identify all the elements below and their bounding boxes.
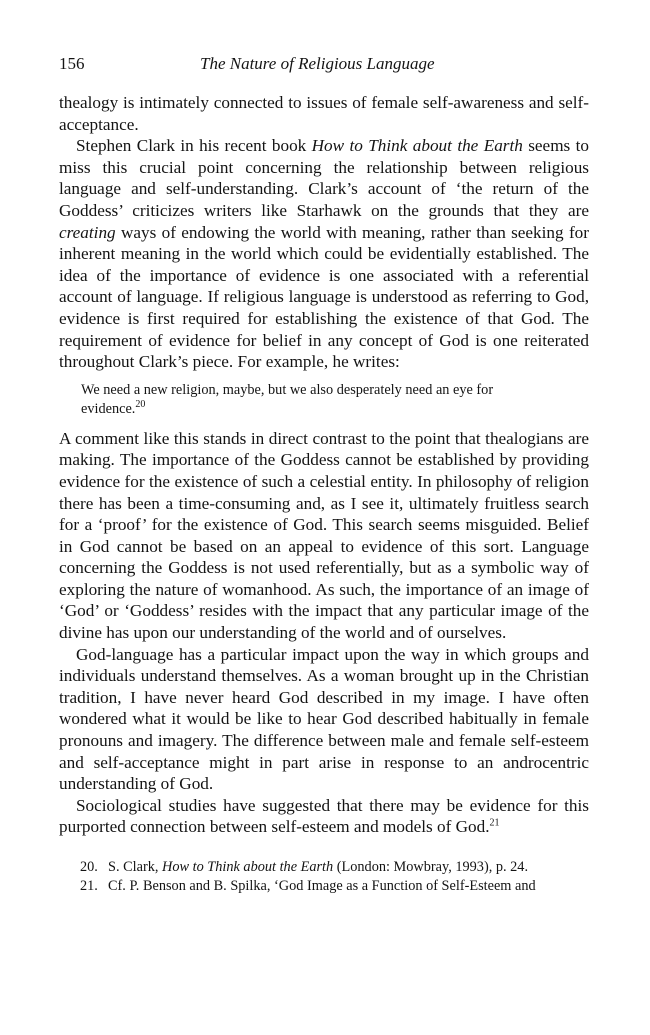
block-quote [81,381,551,420]
paragraph-clark [59,135,589,373]
note-reference[interactable]: 20 [135,399,146,411]
book-page [59,52,589,896]
paragraph-god-language: God-language has a particular impact upon the way in which groups and individuals understand themselves. As a woman brought up in the Christian tradition, I have never heard God described in my image. I have often wondered what it would be like to hear God described habitually in female pronouns and imagery. The difference between male and female self-esteem and self-acceptance might in part arise in response to an androcentric understanding of God. [59,644,589,794]
page-number: 156 [59,54,85,73]
footnote-text: S. Clark, [108,859,163,875]
footnote-text: (London: Mowbray, 1993), p. 24. [333,859,529,875]
emphasis-italic: creating [59,222,116,242]
book-title-italic: How to Think about the Earth [311,136,523,156]
paragraph-thealogians: A comment like this stands in direct contrast to the point that thealogians are making. The importance of the Goddess cannot be established by providing evidence for the existence of such a celestial entity. In philosophy of religion there has been a time-consuming and, as I see it, ultimately fruitless search for a ‘proof’ for the existence of God. This search seems misguided. Belief in God cannot be based on an appeal to evidence of this sort. Language concerning the Goddess is not used referentially, but as a symbolic way of exploring the nature of womanhood. As such, the importance of an image of ‘God’ or ‘Goddess’ resides with the impact that any particular image of the divine has upon our understanding of the world and of ourselves. [59,428,589,643]
body-text [59,92,589,838]
paragraph-text: ways of endowing the world with meaning, rather than seeking for inherent meaning in the world which could be evidentially established. The idea of the importance of evidence is one associated with a referential account of language. If religious language is understood as referring to God, evidence is first required for establishing the existence of that God. The requirement of evidence for belief in any concept of God is one reiterated throughout Clark’s piece. For example, he writes: [59,222,589,372]
paragraph-continuation: thealogy is intimately connected to issues of female self-awareness and self-acceptance. [59,93,589,134]
paragraph-sociological [59,795,589,838]
paragraph-text: Stephen Clark in his recent book [76,136,312,156]
quote-text: We need a new religion, maybe, but we also desperately need an eye for evidence. [81,381,494,418]
footnote-21 [59,877,589,896]
running-head [59,52,589,76]
footnote-20 [59,858,589,877]
footnote-number: 20. [80,859,98,875]
running-title: The Nature of Religious Language [200,54,435,73]
footnote-book-title: How to Think about the Earth [162,859,334,875]
paragraph-text: Sociological studies have suggested that there may be evidence for this purported connection between self-esteem and models of God. [59,795,589,837]
footnotes [59,858,589,896]
footnote-number: 21. [80,878,98,895]
note-reference[interactable]: 21 [489,817,500,829]
paragraph-text: seems to miss this crucial point concerning the relationship between religious language and self-understanding. Clark’s account of ‘the return of the Goddess’ criticizes writers like Starhawk on the grounds that they are [59,136,589,220]
footnote-text: Cf. P. Benson and B. Spilka, ‘God Image as a Function of Self-Esteem and [108,878,536,895]
